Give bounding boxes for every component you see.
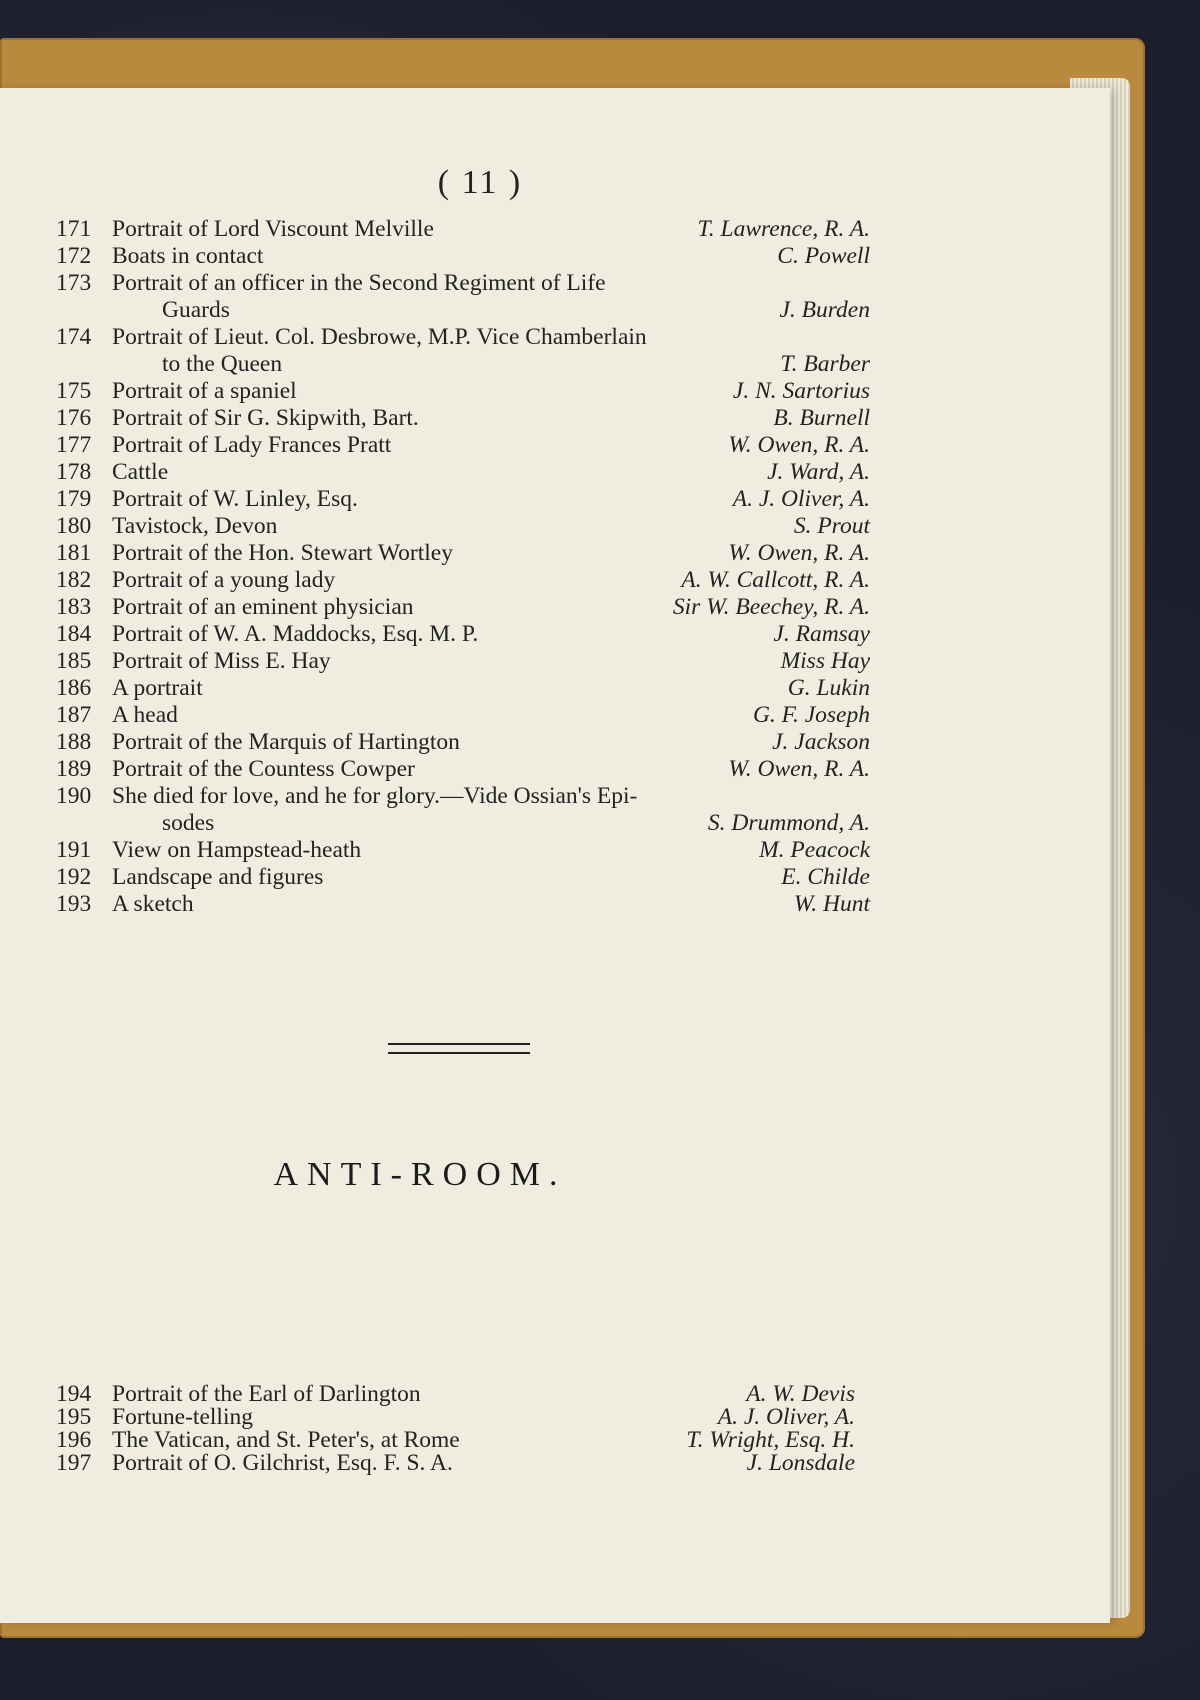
entry-number: 182 — [56, 567, 92, 593]
entry-number: 191 — [56, 837, 92, 863]
catalogue-entry-line — [0, 648, 880, 675]
catalogue-entry-line — [0, 324, 880, 351]
entry-number: 186 — [56, 675, 92, 701]
section-title: ANTI-ROOM. — [273, 1156, 567, 1193]
entry-artist: T. Wright, Esq. H. — [686, 1427, 855, 1453]
catalogue-entry-line — [0, 216, 880, 243]
catalogue-entry-line — [0, 243, 880, 270]
catalogue-entry-line — [0, 1406, 865, 1429]
entry-number: 173 — [56, 270, 92, 296]
entry-title: Portrait of O. Gilchrist, Esq. F. S. A. — [112, 1450, 453, 1476]
entry-number: 187 — [56, 702, 92, 728]
anti-room-list — [0, 1383, 865, 1475]
entry-artist: J. Ramsay — [773, 621, 870, 647]
catalogue-entry-line — [0, 351, 880, 378]
entry-artist: T. Lawrence, R. A. — [697, 216, 870, 242]
entry-title: Portrait of an eminent physician — [112, 594, 414, 620]
entry-artist: W. Owen, R. A. — [728, 432, 870, 458]
entry-title: Portrait of a young lady — [112, 567, 336, 593]
entry-artist: W. Owen, R. A. — [728, 540, 870, 566]
entry-artist: J. Burden — [779, 297, 870, 323]
entry-title: Portrait of W. A. Maddocks, Esq. M. P. — [112, 621, 479, 647]
catalogue-entry-line — [0, 1383, 865, 1406]
entry-number: 193 — [56, 891, 92, 917]
entry-number: 188 — [56, 729, 92, 755]
book-page — [0, 88, 1110, 1623]
catalogue-entry-line — [0, 486, 880, 513]
entry-title: Fortune-telling — [112, 1404, 253, 1430]
catalogue-entry-line — [0, 702, 880, 729]
entry-number: 181 — [56, 540, 92, 566]
entry-title: A sketch — [112, 891, 194, 917]
catalogue-entry-line — [0, 540, 880, 567]
catalogue-entry-line — [0, 594, 880, 621]
entry-artist: Sir W. Beechey, R. A. — [672, 594, 870, 620]
entry-artist: J. Lonsdale — [746, 1450, 855, 1476]
entry-number: 189 — [56, 756, 92, 782]
entry-artist: M. Peacock — [759, 837, 870, 863]
entry-title: Portrait of Lieut. Col. Desbrowe, M.P. Vice Chamberlain — [112, 324, 647, 350]
catalogue-entry-line — [0, 513, 880, 540]
catalogue-entry-line — [0, 621, 880, 648]
entry-number: 174 — [56, 324, 92, 350]
entry-artist: E. Childe — [781, 864, 870, 890]
entry-title: Tavistock, Devon — [112, 513, 278, 539]
entry-number: 176 — [56, 405, 92, 431]
entry-number: 184 — [56, 621, 92, 647]
entry-title: Portrait of Lady Frances Pratt — [112, 432, 392, 458]
entry-artist: S. Prout — [793, 513, 870, 539]
entry-title: Portrait of Sir G. Skipwith, Bart. — [112, 405, 419, 431]
entry-artist: T. Barber — [780, 351, 870, 377]
entry-title: The Vatican, and St. Peter's, at Rome — [112, 1427, 460, 1453]
catalogue-entry-line — [0, 756, 880, 783]
section-divider — [388, 1043, 530, 1054]
entry-title: Portrait of Miss E. Hay — [112, 648, 331, 674]
catalogue-entry-line — [0, 378, 880, 405]
entry-number: 192 — [56, 864, 92, 890]
entry-number: 180 — [56, 513, 92, 539]
entry-artist: A. W. Devis — [746, 1381, 855, 1407]
entry-artist: J. N. Sartorius — [732, 378, 870, 404]
entry-title: Portrait of an officer in the Second Regiment of Life — [112, 270, 606, 296]
catalogue-entry-line — [0, 783, 880, 810]
entry-number: 179 — [56, 486, 92, 512]
entry-artist: W. Hunt — [793, 891, 870, 917]
entry-title: A portrait — [112, 675, 203, 701]
entry-number: 190 — [56, 783, 92, 809]
catalogue-entry-line — [0, 729, 880, 756]
entry-artist: G. F. Joseph — [752, 702, 870, 728]
entry-title: View on Hampstead-heath — [112, 837, 362, 863]
entry-title: Portrait of the Hon. Stewart Wortley — [112, 540, 453, 566]
entry-title: Portrait of Lord Viscount Melville — [112, 216, 434, 242]
entry-number: 185 — [56, 648, 92, 674]
entry-title: A head — [112, 702, 178, 728]
catalogue-entry-line — [0, 270, 880, 297]
catalogue-entry-line — [0, 1452, 865, 1475]
entry-title: Guards — [162, 297, 230, 323]
entry-title: Portrait of the Earl of Darlington — [112, 1381, 421, 1407]
entry-number: 171 — [56, 216, 92, 242]
entry-number: 196 — [56, 1427, 92, 1453]
entry-number: 175 — [56, 378, 92, 404]
entry-number: 177 — [56, 432, 92, 458]
catalogue-list — [0, 216, 880, 918]
entry-artist: J. Ward, A. — [767, 459, 870, 485]
catalogue-entry-line — [0, 837, 880, 864]
entry-number: 194 — [56, 1381, 92, 1407]
entry-title: Landscape and figures — [112, 864, 324, 890]
entry-title: Boats in contact — [112, 243, 264, 269]
catalogue-entry-line — [0, 675, 880, 702]
entry-title: Portrait of the Marquis of Hartington — [112, 729, 460, 755]
catalogue-entry-line — [0, 810, 880, 837]
entry-number: 172 — [56, 243, 92, 269]
catalogue-entry-line — [0, 432, 880, 459]
entry-number: 183 — [56, 594, 92, 620]
entry-number: 178 — [56, 459, 92, 485]
catalogue-entry-line — [0, 1429, 865, 1452]
catalogue-entry-line — [0, 567, 880, 594]
page-number: ( 11 ) — [437, 164, 523, 201]
catalogue-entry-line — [0, 891, 880, 918]
entry-artist: S. Drummond, A. — [707, 810, 870, 836]
entry-title: sodes — [162, 810, 215, 836]
entry-number: 195 — [56, 1404, 92, 1430]
entry-artist: Miss Hay — [780, 648, 870, 674]
entry-artist: A. W. Callcott, R. A. — [681, 567, 870, 593]
entry-artist: J. Jackson — [772, 729, 870, 755]
entry-artist: A. J. Oliver, A. — [732, 486, 870, 512]
entry-artist: A. J. Oliver, A. — [717, 1404, 855, 1430]
entry-title: to the Queen — [162, 351, 283, 377]
entry-title: Portrait of the Countess Cowper — [112, 756, 415, 782]
entry-artist: B. Burnell — [773, 405, 870, 431]
entry-title: Portrait of W. Linley, Esq. — [112, 486, 358, 512]
entry-number: 197 — [56, 1450, 92, 1476]
entry-title: Portrait of a spaniel — [112, 378, 297, 404]
catalogue-entry-line — [0, 297, 880, 324]
catalogue-entry-line — [0, 459, 880, 486]
entry-title: She died for love, and he for glory.—Vide Ossian's Epi- — [112, 783, 638, 809]
catalogue-entry-line — [0, 405, 880, 432]
entry-title: Cattle — [112, 459, 169, 485]
entry-artist: C. Powell — [777, 243, 870, 269]
entry-artist: W. Owen, R. A. — [728, 756, 870, 782]
entry-artist: G. Lukin — [787, 675, 870, 701]
catalogue-entry-line — [0, 864, 880, 891]
